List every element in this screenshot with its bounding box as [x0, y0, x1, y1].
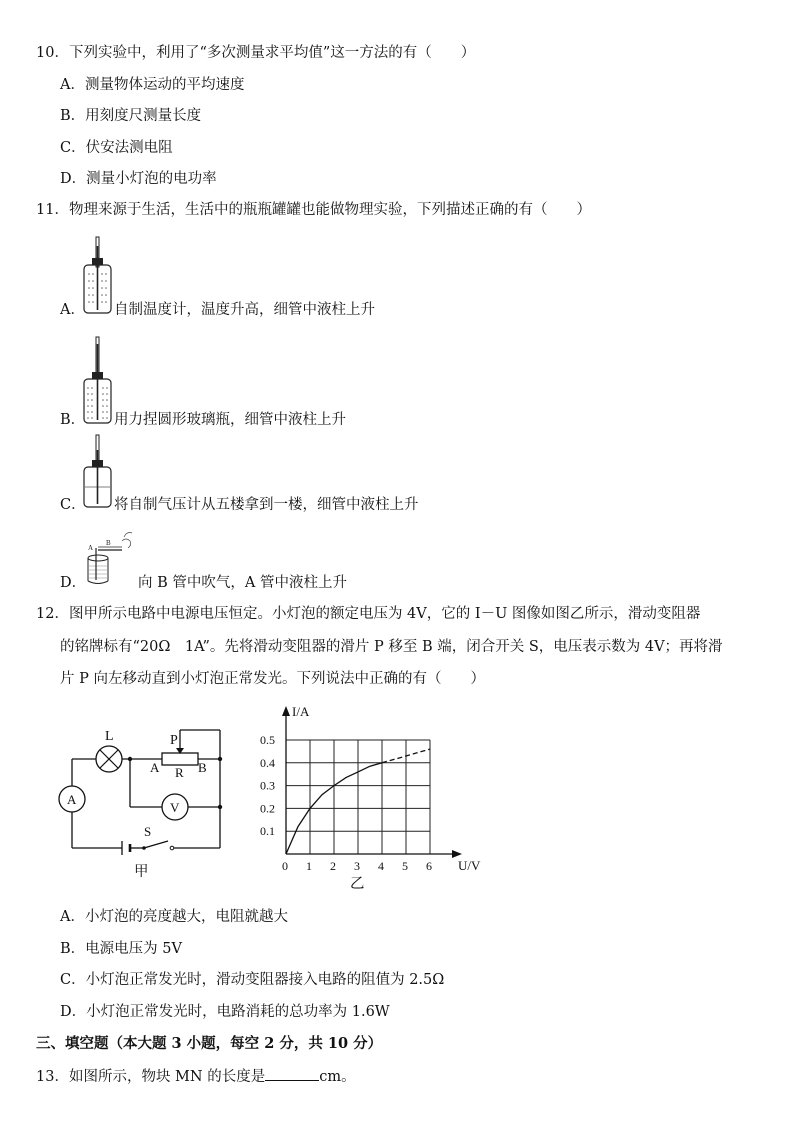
barometer-bottle-figure: [82, 434, 114, 510]
q12-stem-line-2: 的铭牌标有“20Ω 1A”。先将滑动变阻器的滑片 P 移至 B 端，闭合开关 S，电压表示数为 4V；再将滑: [60, 639, 723, 655]
q12-stem-line-3: 片 P 向左移动直到小灯泡正常发光。下列说法中正确的有（ ）: [60, 671, 485, 687]
section-3-heading: 三、填空题（本大题 3 小题，每空 2 分，共 10 分）: [36, 1035, 383, 1052]
x-tick-label: 5: [402, 859, 408, 873]
q11-option-d-text: 向 B 管中吹气，A 管中液柱上升: [138, 575, 347, 591]
iu-graph: [262, 700, 502, 880]
x-tick-label: 6: [426, 859, 432, 873]
q11-option-a-letter: A．: [60, 302, 85, 318]
q11-option-c-text: 将自制气压计从五楼拿到一楼，细管中液柱上升: [114, 497, 419, 513]
q10-option-c: C．伏安法测电阻: [60, 140, 173, 156]
tube-b-label: B: [106, 539, 111, 547]
q11-option-b-letter: B．: [60, 412, 86, 428]
q12-option-b: B．电源电压为 5V: [60, 941, 182, 957]
x-axis-arrow: [452, 850, 462, 858]
q12-option-d: D．小灯泡正常发光时，电路消耗的总功率为 1.6W: [60, 1004, 390, 1020]
q12-stem-line-1: 12．图甲所示电路中电源电压恒定。小灯泡的额定电压为 4V，它的 I－U 图像如图乙所示，滑动变阻器: [36, 606, 701, 622]
switch-label: S: [144, 824, 152, 839]
q11-option-d-letter: D．: [60, 575, 87, 591]
y-axis-label: I/A: [292, 704, 310, 719]
q11-option-a-text: 自制温度计，温度升高，细管中液柱上升: [114, 302, 375, 318]
circuit-diagram: [52, 722, 242, 882]
x-tick-label: 4: [378, 859, 384, 873]
resistor-label: R: [175, 765, 184, 780]
x-tick-label: 2: [330, 859, 336, 873]
graph-caption: 乙: [350, 876, 365, 892]
circuit-caption: 甲: [134, 864, 149, 880]
q13-stem-before: 13．如图所示，物块 MN 的长度是: [36, 1069, 266, 1085]
slider-label: P: [170, 733, 178, 748]
ammeter-label: A: [67, 792, 77, 807]
x-tick-label: 0: [282, 859, 288, 873]
y-tick-label: 0.1: [260, 824, 275, 839]
q10-stem: 10．下列实验中，利用了“多次测量求平均值”这一方法的有（ ）: [36, 45, 476, 61]
voltmeter-label: V: [170, 800, 180, 815]
q13-stem: [36, 1066, 356, 1087]
y-tick-label: 0.3: [260, 778, 275, 793]
q11-stem: 11．物理来源于生活，生活中的瓶瓶罐罐也能做物理实验，下列描述正确的有（ ）: [36, 202, 591, 218]
end-a-label: A: [150, 760, 160, 775]
q11-option-c-letter: C．: [60, 497, 86, 513]
q12-option-c: C．小灯泡正常发光时，滑动变阻器接入电路的阻值为 2.5Ω: [60, 972, 445, 988]
y-tick-label: 0.5: [260, 733, 275, 747]
q10-option-d: D．测量小灯泡的电功率: [60, 171, 217, 187]
q13-stem-after: cm。: [319, 1069, 356, 1085]
glass-bottle-figure: [82, 336, 114, 426]
x-tick-label: 1: [306, 859, 312, 873]
blowing-tube-figure: [82, 526, 136, 586]
x-tick-label: 3: [354, 859, 360, 873]
q11-option-b-text: 用力捏圆形玻璃瓶，细管中液柱上升: [114, 412, 346, 428]
q12-option-a: A．小灯泡的亮度越大，电阻就越大: [60, 909, 288, 925]
thermometer-bottle-figure: [82, 236, 114, 316]
q10-option-b: B．用刻度尺测量长度: [60, 108, 202, 124]
lamp-label: L: [105, 729, 114, 744]
q10-option-a: A．测量物体运动的平均速度: [60, 77, 245, 93]
y-tick-label: 0.4: [260, 755, 275, 770]
q13-answer-blank[interactable]: [265, 1066, 319, 1081]
end-b-label: B: [198, 760, 207, 775]
x-axis-label: U/V: [458, 858, 481, 873]
tube-a-label: A: [88, 544, 94, 552]
y-axis-arrow: [282, 706, 290, 716]
y-tick-label: 0.2: [260, 801, 275, 816]
